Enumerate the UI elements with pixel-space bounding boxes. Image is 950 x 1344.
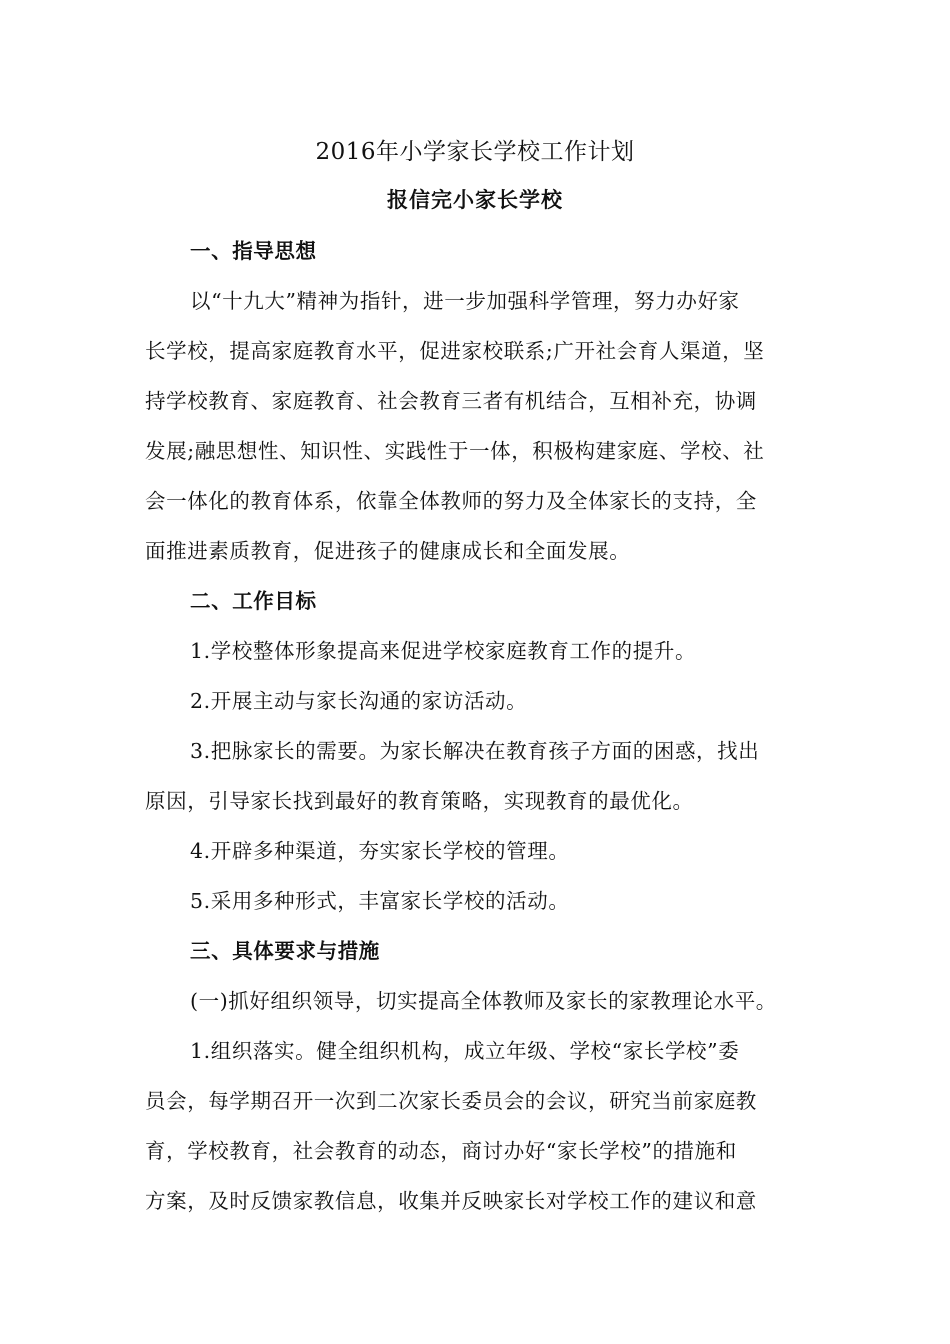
list-item — [145, 726, 810, 826]
paragraph-line: 会一体化的教育体系，依靠全体教师的努力及全体家长的支持，全 — [145, 489, 757, 513]
paragraph-line: 育，学校教育，社会教育的动态，商讨办好“家长学校”的措施和 — [145, 1139, 737, 1163]
section-heading-1: 一、指导思想 — [190, 239, 317, 263]
paragraph-guiding-thought — [145, 276, 810, 576]
paragraph-line: 长学校，提高家庭教育水平，促进家校联系;广开社会育人渠道，坚 — [145, 339, 765, 363]
paragraph-line: 面推进素质教育，促进孩子的健康成长和全面发展。 — [145, 539, 631, 563]
paragraph-line: 持学校教育、家庭教育、社会教育三者有机结合，互相补充，协调 — [145, 389, 757, 413]
list-item: 4.开辟多种渠道，夯实家长学校的管理。 — [190, 839, 570, 863]
paragraph-line: 原因，引导家长找到最好的教育策略，实现教育的最优化。 — [145, 789, 694, 813]
list-item: 1.学校整体形象提高来促进学校家庭教育工作的提升。 — [190, 639, 697, 663]
document-title: 2016年小学家长学校工作计划 — [315, 139, 635, 165]
document-body — [145, 226, 810, 1226]
section-heading-3: 三、具体要求与措施 — [190, 939, 380, 963]
subsection-heading: (一)抓好组织领导，切实提高全体教师及家长的家教理论水平。 — [190, 989, 777, 1013]
paragraph-line: 方案，及时反馈家教信息，收集并反映家长对学校工作的建议和意 — [145, 1189, 757, 1213]
paragraph-line: 以“十九大”精神为指针，进一步加强科学管理，努力办好家 — [190, 289, 740, 313]
document-subtitle: 报信完小家长学校 — [387, 187, 563, 212]
list-item: 2.开展主动与家长沟通的家访活动。 — [190, 689, 528, 713]
paragraph-line: 员会，每学期召开一次到二次家长委员会的会议，研究当前家庭教 — [145, 1089, 757, 1113]
list-item — [145, 1026, 810, 1226]
paragraph-line: 发展;融思想性、知识性、实践性于一体，积极构建家庭、学校、社 — [145, 439, 765, 463]
section-heading-2: 二、工作目标 — [190, 589, 317, 613]
list-item: 5.采用多种形式，丰富家长学校的活动。 — [190, 889, 570, 913]
paragraph-line: 1.组织落实。健全组织机构，成立年级、学校“家长学校”委 — [190, 1039, 740, 1063]
paragraph-line: 3.把脉家长的需要。为家长解决在教育孩子方面的困惑，找出 — [190, 739, 760, 763]
